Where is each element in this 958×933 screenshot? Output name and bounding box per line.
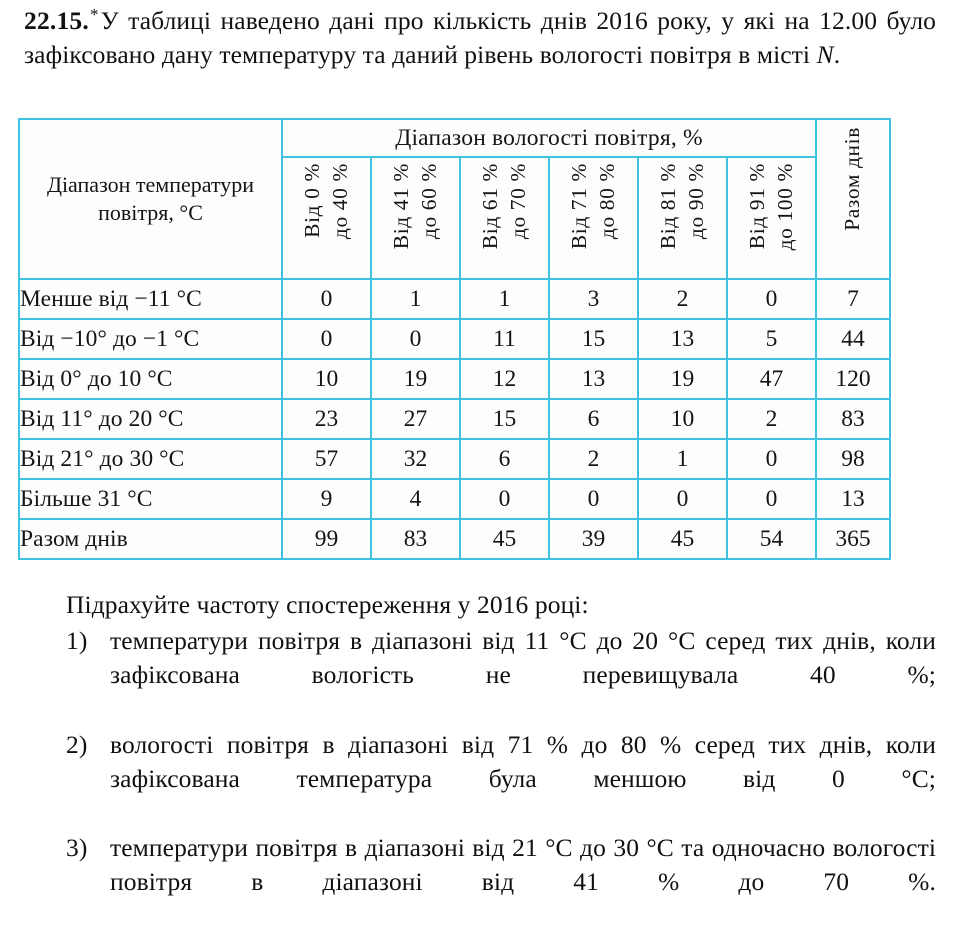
humidity-col-header-2 [460, 157, 549, 279]
cell-6-4: 45 [638, 519, 727, 559]
table-row [19, 279, 890, 319]
cell-0-3: 3 [549, 279, 638, 319]
cell-6-1: 83 [371, 519, 460, 559]
problem-star-marker: * [89, 4, 99, 24]
table-row-totals [19, 519, 890, 559]
humidity-col-header-box-0 [283, 159, 370, 277]
cell-3-3: 6 [549, 399, 638, 439]
cell-0-1: 1 [371, 279, 460, 319]
question-text-3: температури повітря в діапазоні від 21 °C до 30 °C та одночасно вологості повітря в діапазоні від 41 % до 70 %. [110, 833, 936, 897]
total-days-header-label: Разом днів [840, 127, 865, 231]
total-days-header-cell [816, 119, 890, 279]
cell-5-4: 0 [638, 479, 727, 519]
cell-2-4: 19 [638, 359, 727, 399]
humidity-group-header-cell [282, 119, 816, 157]
stub-header-label: Діапазон температури повітря, °C [46, 171, 255, 225]
cell-3-5: 2 [727, 399, 816, 439]
question-text-2: вологості повітря в діапазоні від 71 % до 80 % серед тих днів, коли зафіксована температура була меншою від 0 °C; [110, 729, 936, 793]
table-head [19, 119, 890, 279]
grand-total: 365 [816, 519, 890, 559]
cell-1-2: 11 [460, 319, 549, 359]
table-body [19, 279, 890, 559]
humidity-col-header-box-5 [728, 159, 815, 277]
cell-3-0: 23 [282, 399, 371, 439]
humidity-col-header-5 [727, 157, 816, 279]
humidity-col-header-4-line2: до 90 % [683, 163, 708, 240]
row-label-6: Разом днів [19, 519, 282, 559]
cell-1-1: 0 [371, 319, 460, 359]
row-total-5: 13 [816, 479, 890, 519]
question-item-3 [24, 831, 936, 933]
cell-0-4: 2 [638, 279, 727, 319]
row-total-4: 98 [816, 439, 890, 479]
humidity-col-header-3-line2: до 80 % [594, 163, 619, 240]
humidity-col-header-box-3 [550, 159, 637, 277]
cell-4-1: 32 [371, 439, 460, 479]
humidity-group-header-label: Діапазон вологості повітря, % [395, 124, 703, 151]
problem-text-end: . [833, 40, 841, 70]
cell-2-0: 10 [282, 359, 371, 399]
row-total-2: 120 [816, 359, 890, 399]
cell-5-2: 0 [460, 479, 549, 519]
question-item-2 [24, 728, 936, 830]
cell-3-1: 27 [371, 399, 460, 439]
cell-6-5: 54 [727, 519, 816, 559]
humidity-col-header-5-line2: до 100 % [772, 163, 797, 251]
cell-4-0: 57 [282, 439, 371, 479]
problem-city-symbol: N [816, 40, 834, 70]
humidity-col-header-1-line2: до 60 % [416, 163, 441, 240]
cell-4-3: 2 [549, 439, 638, 479]
humidity-col-header-0 [282, 157, 371, 279]
humidity-col-header-2-line2: до 70 % [505, 163, 530, 240]
row-total-3: 83 [816, 399, 890, 439]
row-total-1: 44 [816, 319, 890, 359]
humidity-col-header-3 [549, 157, 638, 279]
humidity-col-header-5-line1: Від 91 % [745, 163, 769, 250]
cell-6-3: 39 [549, 519, 638, 559]
table-header-row-group [19, 119, 890, 157]
question-marker-2: 2) [66, 729, 88, 759]
cell-4-2: 6 [460, 439, 549, 479]
cell-0-5: 0 [727, 279, 816, 319]
cell-2-1: 19 [371, 359, 460, 399]
frequency-table-container [18, 118, 890, 560]
humidity-col-header-2-line1: Від 61 % [478, 163, 502, 250]
cell-2-2: 12 [460, 359, 549, 399]
row-label-0: Менше від −11 °C [19, 279, 282, 319]
table-row [19, 359, 890, 399]
humidity-col-header-box-2 [461, 159, 548, 277]
humidity-col-header-4 [638, 157, 727, 279]
cell-5-3: 0 [549, 479, 638, 519]
stub-header-cell [19, 119, 282, 279]
question-marker-1: 1) [66, 625, 88, 655]
cell-6-2: 45 [460, 519, 549, 559]
cell-6-0: 99 [282, 519, 371, 559]
table-row [19, 399, 890, 439]
cell-4-4: 1 [638, 439, 727, 479]
table-row [19, 439, 890, 479]
row-label-1: Від −10° до −1 °C [19, 319, 282, 359]
problem-number: 22.15. [24, 6, 89, 35]
question-marker-3: 3) [66, 833, 88, 863]
questions-intro: Підрахуйте частоту спостереження у 2016 році: [66, 590, 589, 619]
row-label-5: Більше 31 °C [19, 479, 282, 519]
cell-2-5: 47 [727, 359, 816, 399]
cell-3-2: 15 [460, 399, 549, 439]
cell-1-0: 0 [282, 319, 371, 359]
question-item-1 [24, 624, 936, 726]
humidity-col-header-1 [371, 157, 460, 279]
question-text-1: температури повітря в діапазоні від 11 °C до 20 °C серед тих днів, коли зафіксована вологість не перевищувала 40 %; [110, 625, 936, 689]
table-row [19, 319, 890, 359]
cell-3-4: 10 [638, 399, 727, 439]
frequency-table [18, 118, 891, 560]
cell-1-3: 15 [549, 319, 638, 359]
cell-4-5: 0 [727, 439, 816, 479]
cell-0-0: 0 [282, 279, 371, 319]
cell-0-2: 1 [460, 279, 549, 319]
table-row [19, 479, 890, 519]
humidity-col-header-0-line2: до 40 % [327, 163, 352, 240]
total-days-header-box [817, 121, 889, 277]
cell-2-3: 13 [549, 359, 638, 399]
humidity-col-header-1-line1: Від 41 % [389, 163, 413, 250]
row-label-2: Від 0° до 10 °C [19, 359, 282, 399]
humidity-col-header-3-line1: Від 71 % [567, 163, 591, 250]
questions-block [24, 588, 936, 933]
problem-text: У таблиці наведено дані про кількість днів 2016 року, у які на 12.00 було зафіксовано дану температуру та даний рівень вологості повітря в місті [24, 6, 936, 70]
humidity-col-header-box-4 [639, 159, 726, 277]
cell-1-5: 5 [727, 319, 816, 359]
row-label-3: Від 11° до 20 °C [19, 399, 282, 439]
humidity-col-header-0-line1: Від 0 % [300, 163, 324, 238]
problem-statement [24, 4, 936, 72]
cell-1-4: 13 [638, 319, 727, 359]
cell-5-1: 4 [371, 479, 460, 519]
row-label-4: Від 21° до 30 °C [19, 439, 282, 479]
row-total-0: 7 [816, 279, 890, 319]
cell-5-0: 9 [282, 479, 371, 519]
humidity-col-header-box-1 [372, 159, 459, 277]
humidity-col-header-4-line1: Від 81 % [656, 163, 680, 250]
cell-5-5: 0 [727, 479, 816, 519]
